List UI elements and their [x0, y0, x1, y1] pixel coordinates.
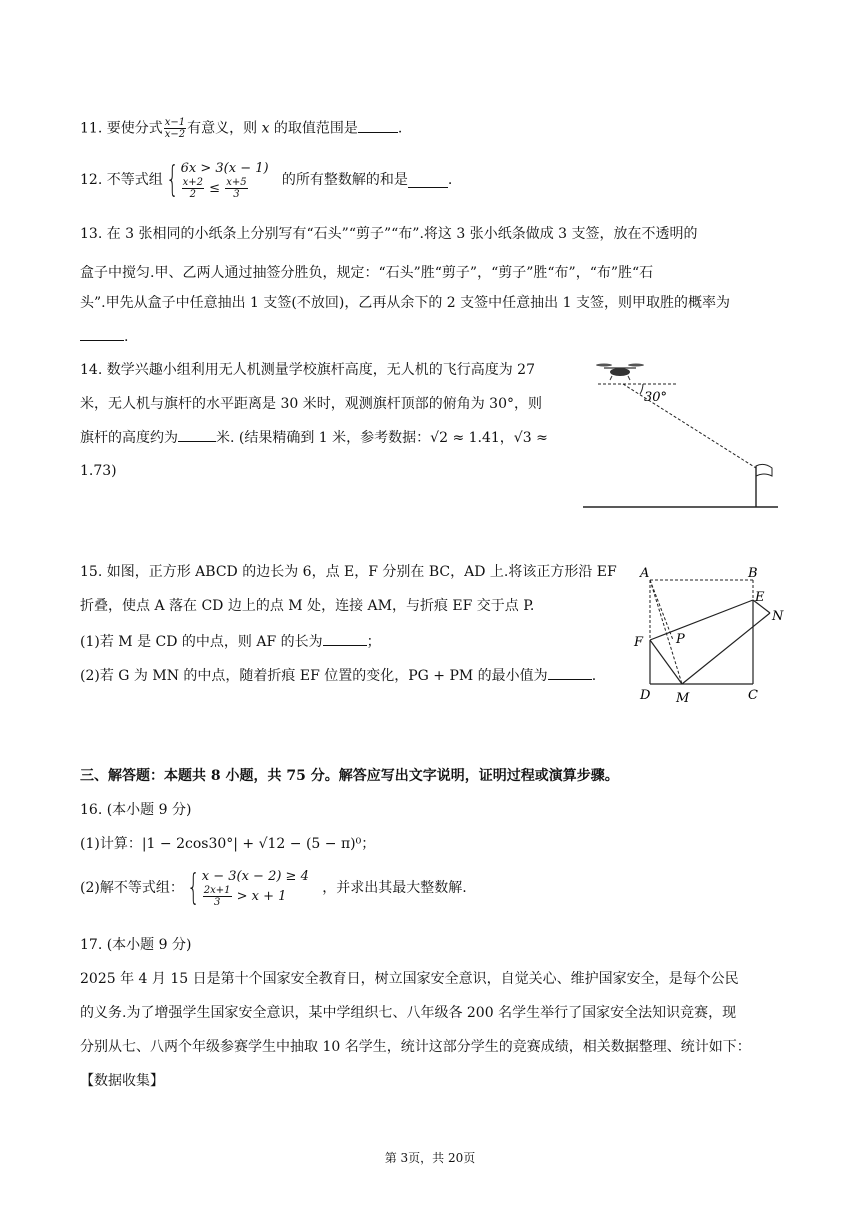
q11-prefix: 11. 要使分式: [80, 120, 163, 137]
q15-line4: (2)若 G 为 MN 的中点，随着折痕 EF 位置的变化，PG + PM 的最小值为 .: [80, 665, 596, 686]
q11-fraction: $\frac{x-1}{x-2}$: [164, 117, 186, 140]
q15-1-answer-blank[interactable]: [323, 631, 367, 646]
q12-answer-blank[interactable]: [408, 173, 448, 188]
q14-line2: 米，无人机与旗杆的水平距离是 30 米时，观测旗杆顶部的俯角为 30°，则: [80, 396, 542, 412]
q14-line3: 旗杆的高度约为 米. (结果精确到 1 米，参考数据：√2 ≈ 1.41，√3 ≈: [80, 427, 548, 448]
section-3-heading: 三、解答题：本题共 8 小题，共 75 分。解答应写出文字说明，证明过程或演算步骤。: [80, 768, 619, 784]
q17-line3: 分别从七、八两个年级参赛学生中抽取 10 名学生，统计这部分学生的竞赛成绩，相关数据整理、统计如下：: [80, 1039, 751, 1055]
flag-icon: [756, 464, 772, 476]
q13-line3: 头”.甲先从盒子中任意抽出 1 支签(不放回)，乙再从余下的 2 支签中任意抽出 1 支签，则甲取胜的概率为: [80, 295, 730, 311]
q15-2-answer-blank[interactable]: [548, 665, 592, 680]
drone-flagpole-figure: [578, 356, 783, 514]
page-footer: 第 3页，共 20页: [384, 1151, 476, 1165]
q16-part2: (2)解不等式组：{ x − 3(x − 2) ≥ 4 $\frac{2x+1}{3}$ > x + 1 ，并求出其最大整数解.: [80, 867, 467, 908]
question-11: 11. 要使分式 $\frac{x-1}{x-2}$ 有意义，则 x 的取值范围是 .: [80, 117, 403, 140]
label-m: M: [676, 691, 690, 706]
segment-ap: [650, 580, 673, 640]
q14-answer-blank[interactable]: [178, 427, 216, 442]
segment-mn: [682, 613, 770, 684]
angle-label: 30°: [644, 390, 668, 405]
angle-arc: [640, 384, 643, 394]
label-a: A: [640, 566, 650, 581]
q13-line2: 盒子中搅匀.甲、乙两人通过抽签分胜负，规定：“石头”胜“剪子”，“剪子”胜“布”，“布”胜“石: [80, 265, 654, 281]
q16-brace: {: [186, 867, 200, 908]
q13-line4: .: [80, 326, 128, 347]
q16-part1: (1)计算：|1 − 2cos30°| + √12 − (5 − π)⁰；: [80, 836, 376, 852]
q12-inequality-system: 6x > 3(x − 1) $\frac{x+2}{2}$ ≤ $\frac{x+5}{3}$: [180, 161, 269, 200]
q15-line3: (1)若 M 是 CD 的中点，则 AF 的长为 ；: [80, 631, 381, 652]
question-12: 12. 不等式组{ 6x > 3(x − 1) $\frac{x+2}{2}$ ≤ $\frac{x+5}{3}$ 的所有整数解的和是 .: [80, 159, 453, 200]
q17-line4: 【数据收集】: [80, 1073, 164, 1089]
q15-line2: 折叠，使点 A 落在 CD 边上的点 M 处，连接 AM，与折痕 EF 交于点 P.: [80, 598, 535, 614]
label-b: B: [748, 566, 758, 581]
q17-title: 17. (本小题 9 分): [80, 937, 192, 953]
label-c: C: [748, 688, 758, 703]
label-e: E: [755, 590, 765, 605]
q14-line4: 1.73): [80, 463, 117, 479]
q16-title: 16. (本小题 9 分): [80, 802, 192, 818]
q15-line1: 15. 如图，正方形 ABCD 的边长为 6，点 E，F 分别在 BC，AD 上.将该正方形沿 EF: [80, 564, 617, 580]
label-f: F: [634, 635, 644, 650]
label-d: D: [640, 688, 651, 703]
q16-inequality-system: x − 3(x − 2) ≥ 4 $\frac{2x+1}{3}$ > x + 1: [201, 869, 309, 908]
q17-line1: 2025 年 4 月 15 日是第十个国家安全教育日，树立国家安全意识，自觉关心、维护国家安全，是每个公民: [80, 971, 739, 987]
label-n: N: [772, 609, 784, 624]
q17-line2: 的义务.为了增强学生国家安全意识，某中学组织七、八年级各 200 名学生举行了国家安全法知识竞赛，现: [80, 1005, 737, 1021]
q13-answer-blank[interactable]: [80, 326, 124, 341]
drone-icon: [596, 364, 644, 381]
q12-brace: {: [165, 159, 179, 200]
label-p: P: [676, 632, 685, 647]
q14-line1: 14. 数学兴趣小组利用无人机测量学校旗杆高度，无人机的飞行高度为 27: [80, 362, 535, 378]
q11-answer-blank[interactable]: [358, 118, 398, 133]
q13-line1: 13. 在 3 张相同的小纸条上分别写有“石头”“剪子”“布”.将这 3 张小纸条做成 3 支签，放在不透明的: [80, 226, 698, 242]
folded-square-figure: [628, 560, 788, 710]
sight-line: [623, 384, 756, 468]
